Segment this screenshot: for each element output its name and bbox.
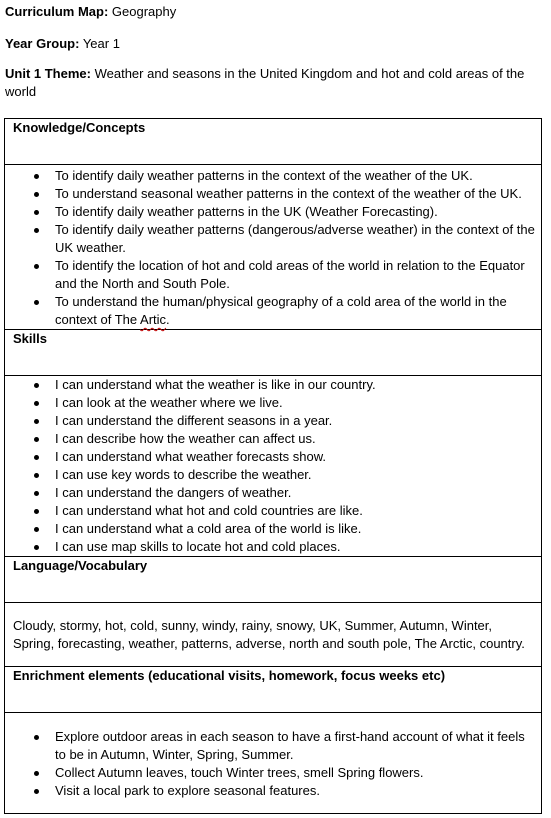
spelling-error-word: Artic (140, 312, 167, 327)
list-item: To identify daily weather patterns in the context of the weather of the UK. (55, 167, 535, 185)
vocabulary-heading-row (5, 557, 542, 603)
list-item: Visit a local park to explore seasonal features. (55, 782, 535, 800)
list-item: I can describe how the weather can affect us. (55, 430, 535, 448)
list-item-end: . (166, 312, 170, 327)
list-item: I can understand what weather forecasts show. (55, 448, 535, 466)
list-item: I can use map skills to locate hot and cold places. (55, 538, 535, 556)
theme-label: Unit 1 Theme: (5, 66, 91, 81)
enrichment-heading-row (5, 667, 542, 713)
vocabulary-text: Cloudy, stormy, hot, cold, sunny, windy, rainy, snowy, UK, Summer, Autumn, Winter, Spring, forecasting, weather, patterns, adverse, north and south pole, The Arctic, country. (5, 603, 542, 667)
knowledge-heading-row (5, 119, 542, 165)
list-item: I can understand what hot and cold countries are like. (55, 502, 535, 520)
subject-label: Curriculum Map: (5, 4, 109, 19)
list-item: I can understand what the weather is like in our country. (55, 376, 535, 394)
list-item: I can understand the different seasons in a year. (55, 412, 535, 430)
list-item: I can understand what a cold area of the world is like. (55, 520, 535, 538)
skills-heading-row (5, 330, 542, 376)
theme-value: Weather and seasons in the United Kingdom and hot and cold areas of the world (5, 66, 525, 99)
list-item: To identify the location of hot and cold areas of the world in relation to the Equator and the North and South Pole. (55, 257, 535, 293)
list-item-text: To understand the human/physical geography of a cold area of the world in the context of The (55, 294, 507, 327)
curriculum-table (4, 118, 542, 814)
year-group-line (5, 35, 120, 53)
list-item: To understand seasonal weather patterns in the context of the weather of the UK. (55, 185, 535, 203)
list-item: I can use key words to describe the weather. (55, 466, 535, 484)
list-item: To identify daily weather patterns in the UK (Weather Forecasting). (55, 203, 535, 221)
enrichment-content-row (5, 713, 542, 814)
skills-content-row (5, 376, 542, 557)
enrichment-heading: Enrichment elements (educational visits, homework, focus weeks etc) (5, 667, 542, 713)
knowledge-content-row (5, 165, 542, 330)
vocabulary-content-row (5, 603, 542, 667)
subject-line (5, 3, 176, 21)
year-group-value: Year 1 (82, 36, 120, 51)
subject-value: Geography (111, 4, 177, 19)
skills-list (13, 376, 535, 556)
enrichment-list (13, 728, 535, 800)
vocabulary-heading: Language/Vocabulary (5, 557, 542, 603)
list-item (55, 293, 535, 329)
skills-heading: Skills (5, 330, 542, 376)
list-item: To identify daily weather patterns (dangerous/adverse weather) in the context of the UK weather. (55, 222, 535, 255)
theme-line (5, 65, 540, 101)
list-item: I can look at the weather where we live. (55, 394, 535, 412)
list-item: Collect Autumn leaves, touch Winter trees, smell Spring flowers. (55, 764, 535, 782)
knowledge-list (13, 167, 535, 329)
knowledge-heading: Knowledge/Concepts (5, 119, 542, 165)
list-item: Explore outdoor areas in each season to have a first-hand account of what it feels to be in Autumn, Winter, Spring, Summer. (55, 728, 535, 764)
year-group-label: Year Group: (5, 36, 80, 51)
list-item: I can understand the dangers of weather. (55, 484, 535, 502)
